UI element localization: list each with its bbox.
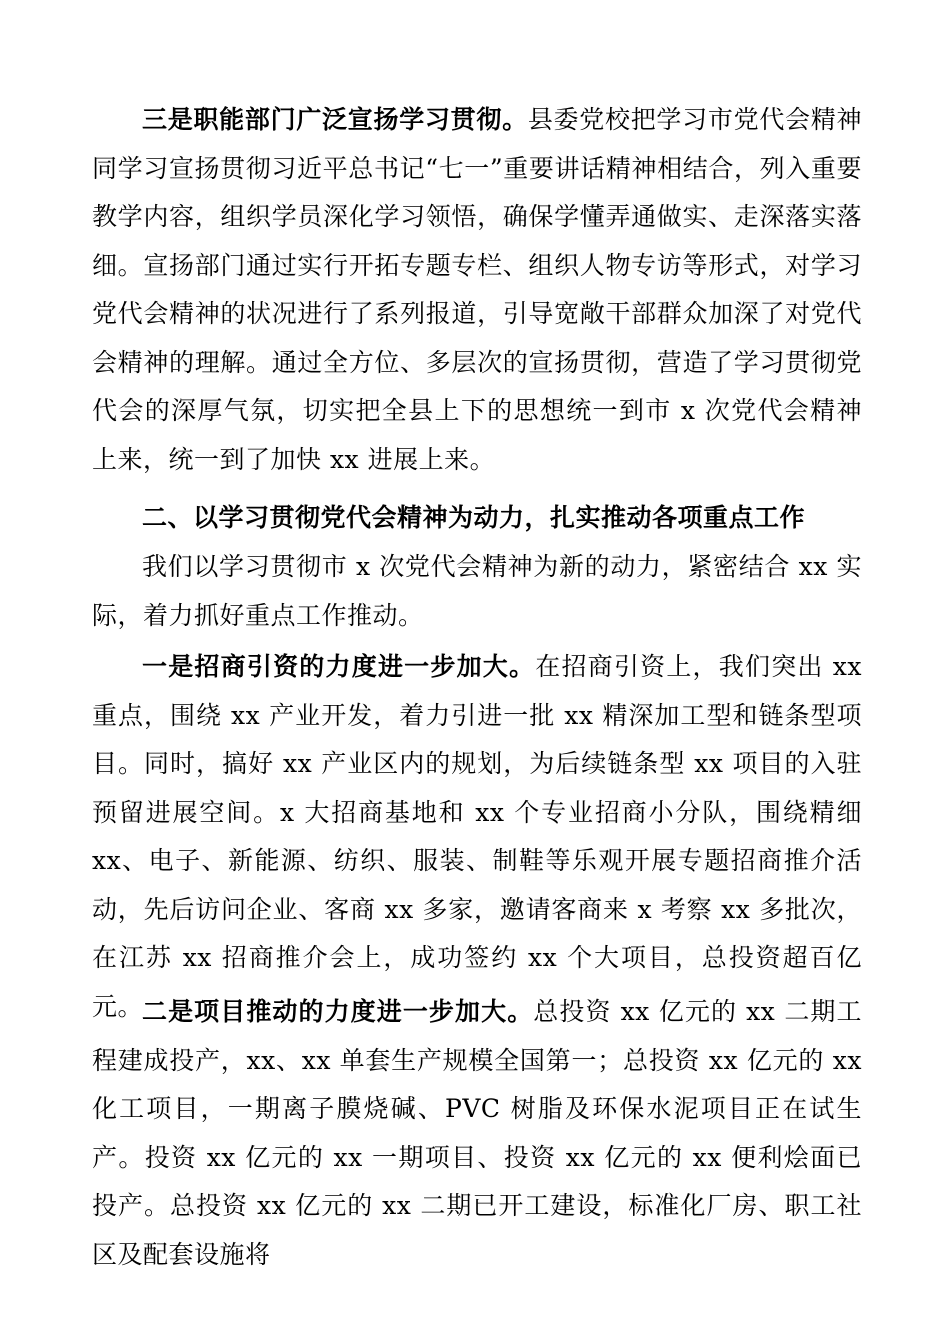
paragraph-body: 在招商引资上，我们突出 xx 重点，围绕 xx 产业开发，着力引进一批 xx 精深加工型和链条型项目。同时，搞好 xx 产业区内的规划，为后续链条型 xx 项目的入驻预留进展空间。x 大招商基地和 xx 个专业招商小分队，围绕精细 xx、电子、新能源、纺织、服装、制鞋等乐观开展专题招商推介活动，先后访问企业、客商 xx 多家，邀请客商来 x 考察 xx 多批次，在江苏 xx 招商推介会上，成功签约 xx 个大项目，总投资超百亿元。 (92, 652, 862, 1021)
paragraph-lead: 一是招商引资的力度进一步加大。 (142, 652, 536, 681)
paragraph-projects (92, 988, 862, 1279)
paragraph-intro: 我们以学习贯彻市 x 次党代会精神为新的动力，紧密结合 xx 实际，着力抓好重点工作推动。 (92, 552, 862, 630)
paragraph-investment (92, 643, 862, 1031)
section-heading: 二、以学习贯彻党代会精神为动力，扎实推动各项重点工作 (142, 503, 806, 532)
paragraph-body: 县委党校把学习市党代会精神同学习宣扬贯彻习近平总书记“七一”重要讲话精神相结合，列入重要教学内容，组织学员深化学习领悟，确保学懂弄通做实、走深落实落细。宣扬部门通过实行开拓专题专栏、组织人物专访等形式，对学习党代会精神的状况进行了系列报道，引导宽敞干部群众加深了对党代会精神的理解。通过全方位、多层次的宣扬贯彻，营造了学习贯彻党代会的深厚气氛，切实把全县上下的思想统一到市 x 次党代会精神上来，统一到了加快 xx 进展上来。 (92, 105, 862, 474)
paragraph-lead: 三是职能部门广泛宣扬学习贯彻。 (142, 105, 528, 134)
paragraph-body: 总投资 xx 亿元的 xx 二期工程建成投产，xx、xx 单套生产规模全国第一；总投资 xx 亿元的 xx 化工项目，一期离子膜烧碱、PVC 树脂及环保水泥项目正在试生产。投资 xx 亿元的 xx 一期项目、投资 xx 亿元的 xx 便利烩面已投产。总投资 xx 亿元的 xx 二期已开工建设，标准化厂房、职工社区及配套设施将 (92, 997, 862, 1269)
paragraph-lead: 二是项目推动的力度进一步加大。 (142, 997, 534, 1026)
paragraph-publicity (92, 96, 862, 484)
